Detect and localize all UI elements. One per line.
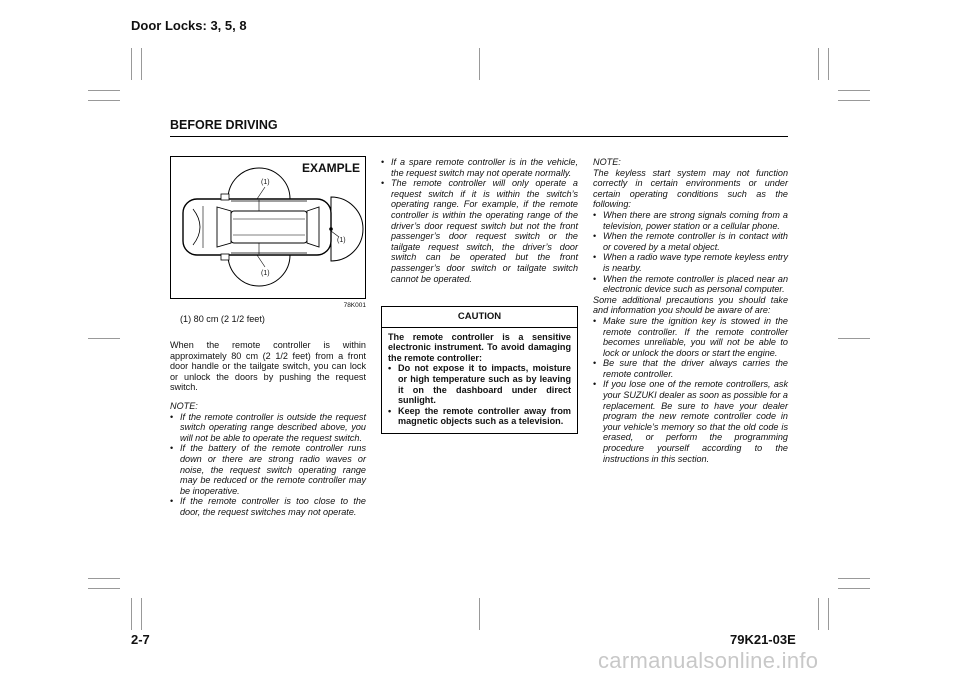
figure-box — [170, 156, 366, 299]
caution-body — [382, 328, 577, 433]
note-label: NOTE: — [170, 400, 198, 411]
callout-label: (1) — [337, 237, 346, 244]
note-list — [593, 210, 788, 295]
mirror-left — [221, 194, 229, 200]
caution-intro: The remote controller is a sensitive electronic instrument. To avoid damaging the remote controller: — [388, 331, 571, 363]
crop-mark — [88, 100, 120, 101]
note-list — [381, 157, 578, 284]
crop-mark — [88, 588, 120, 589]
list-item: • The remote controller will only operate a request switch if it is within the switch’s operating range. For example, if the remote controller is within the operating range of the driver’s door request switch but not the front passenger’s door request switch or the tailgate request switch, the driver’s door switch can be operated but the front passenger’s door switch or tailgate switch cannot be operated. — [381, 178, 578, 284]
header-rule — [170, 136, 788, 137]
example-label: EXAMPLE — [301, 161, 360, 175]
list-item: • Do not expose it to impacts, moisture or high temperature such as by leaving it on the dashboard under direct sunlight. — [388, 363, 571, 405]
crop-mark — [88, 338, 120, 339]
caution-title: CAUTION — [382, 307, 577, 328]
crop-mark — [141, 598, 142, 630]
crop-mark — [828, 598, 829, 630]
crop-mark — [828, 48, 829, 80]
rear-window — [307, 207, 319, 247]
page-number: 2-7 — [131, 632, 150, 647]
column-3 — [593, 157, 788, 464]
range-zone-tailgate — [331, 197, 363, 261]
crop-mark — [838, 578, 870, 579]
range-zone-driver — [228, 168, 290, 199]
crop-mark — [838, 90, 870, 91]
precaution-list — [593, 316, 788, 464]
callout-label: (1) — [261, 179, 270, 186]
note-list — [170, 412, 366, 518]
crop-mark — [818, 48, 819, 80]
list-item: • If you lose one of the remote controllers, ask your SUZUKI dealer as soon as possible for a replacement. Be sure to have your dealer program the new remote controller code in your vehicle’s memory so that the old code is erased, or perform the programming procedure yourself according to the instructions in this section. — [593, 379, 788, 464]
list-item: • If the remote controller is outside the request switch operating range described above, you will not be able to operate the request switch. — [170, 412, 366, 444]
crop-mark — [131, 598, 132, 630]
crop-mark — [838, 588, 870, 589]
column-2 — [381, 157, 578, 284]
watermark: carmanualsonline.info — [598, 648, 819, 673]
running-header: Door Locks: 3, 5, 8 — [131, 18, 247, 33]
range-zone-passenger — [228, 255, 290, 286]
figure-code: 78K001 — [343, 302, 366, 309]
document-code: 79K21-03E — [730, 632, 796, 647]
crop-mark — [838, 338, 870, 339]
crop-mark — [88, 90, 120, 91]
note-intro: The keyless start system may not function correctly in certain environments or under certain operating conditions such as the following: — [593, 167, 788, 210]
crop-mark — [818, 598, 819, 630]
crop-mark — [131, 48, 132, 80]
caution-list — [388, 363, 571, 427]
column-1 — [170, 340, 366, 518]
list-item: • When the remote controller is in contact with or covered by a metal object. — [593, 231, 788, 252]
callout-label: (1) — [261, 270, 270, 277]
crop-mark — [88, 578, 120, 579]
list-item: • If the battery of the remote controller runs down or there are strong radio waves or noise, the request switch operating range may be reduced or the remote controller may be inoperative. — [170, 443, 366, 496]
list-item: • When a radio wave type remote keyless entry is nearby. — [593, 252, 788, 273]
crop-mark — [479, 598, 480, 630]
list-item: • When the remote controller is placed near an electronic device such as personal computer. — [593, 274, 788, 295]
caution-box — [381, 306, 578, 434]
list-item: • When there are strong signals coming from a television, power station or a cellular phone. — [593, 210, 788, 231]
roof — [231, 211, 307, 243]
section-title: BEFORE DRIVING — [170, 118, 278, 132]
body-paragraph: When the remote controller is within approximately 80 cm (2 1/2 feet) from a front door handle or the tailgate switch, you can lock or unlock the doors by pushing the request switch. — [170, 340, 366, 393]
list-item: • Be sure that the driver always carries the remote controller. — [593, 358, 788, 379]
figure-caption: (1) 80 cm (2 1/2 feet) — [180, 314, 265, 324]
windshield — [217, 207, 231, 247]
note-label: NOTE: — [593, 157, 621, 167]
body-paragraph: Some additional precautions you should take and information you should be aware of are: — [593, 294, 788, 316]
crop-mark — [141, 48, 142, 80]
crop-mark — [838, 100, 870, 101]
mirror-right — [221, 254, 229, 260]
list-item: • If a spare remote controller is in the vehicle, the request switch may not operate normally. — [381, 157, 578, 178]
crop-mark — [479, 48, 480, 80]
list-item: • Make sure the ignition key is stowed in the remote controller. If the remote controller becomes unreliable, you will not be able to lock or unlock the doors or start the engine. — [593, 316, 788, 358]
list-item: • If the remote controller is too close to the door, the request switches may not operate. — [170, 496, 366, 517]
list-item: • Keep the remote controller away from magnetic objects such as a television. — [388, 406, 571, 427]
